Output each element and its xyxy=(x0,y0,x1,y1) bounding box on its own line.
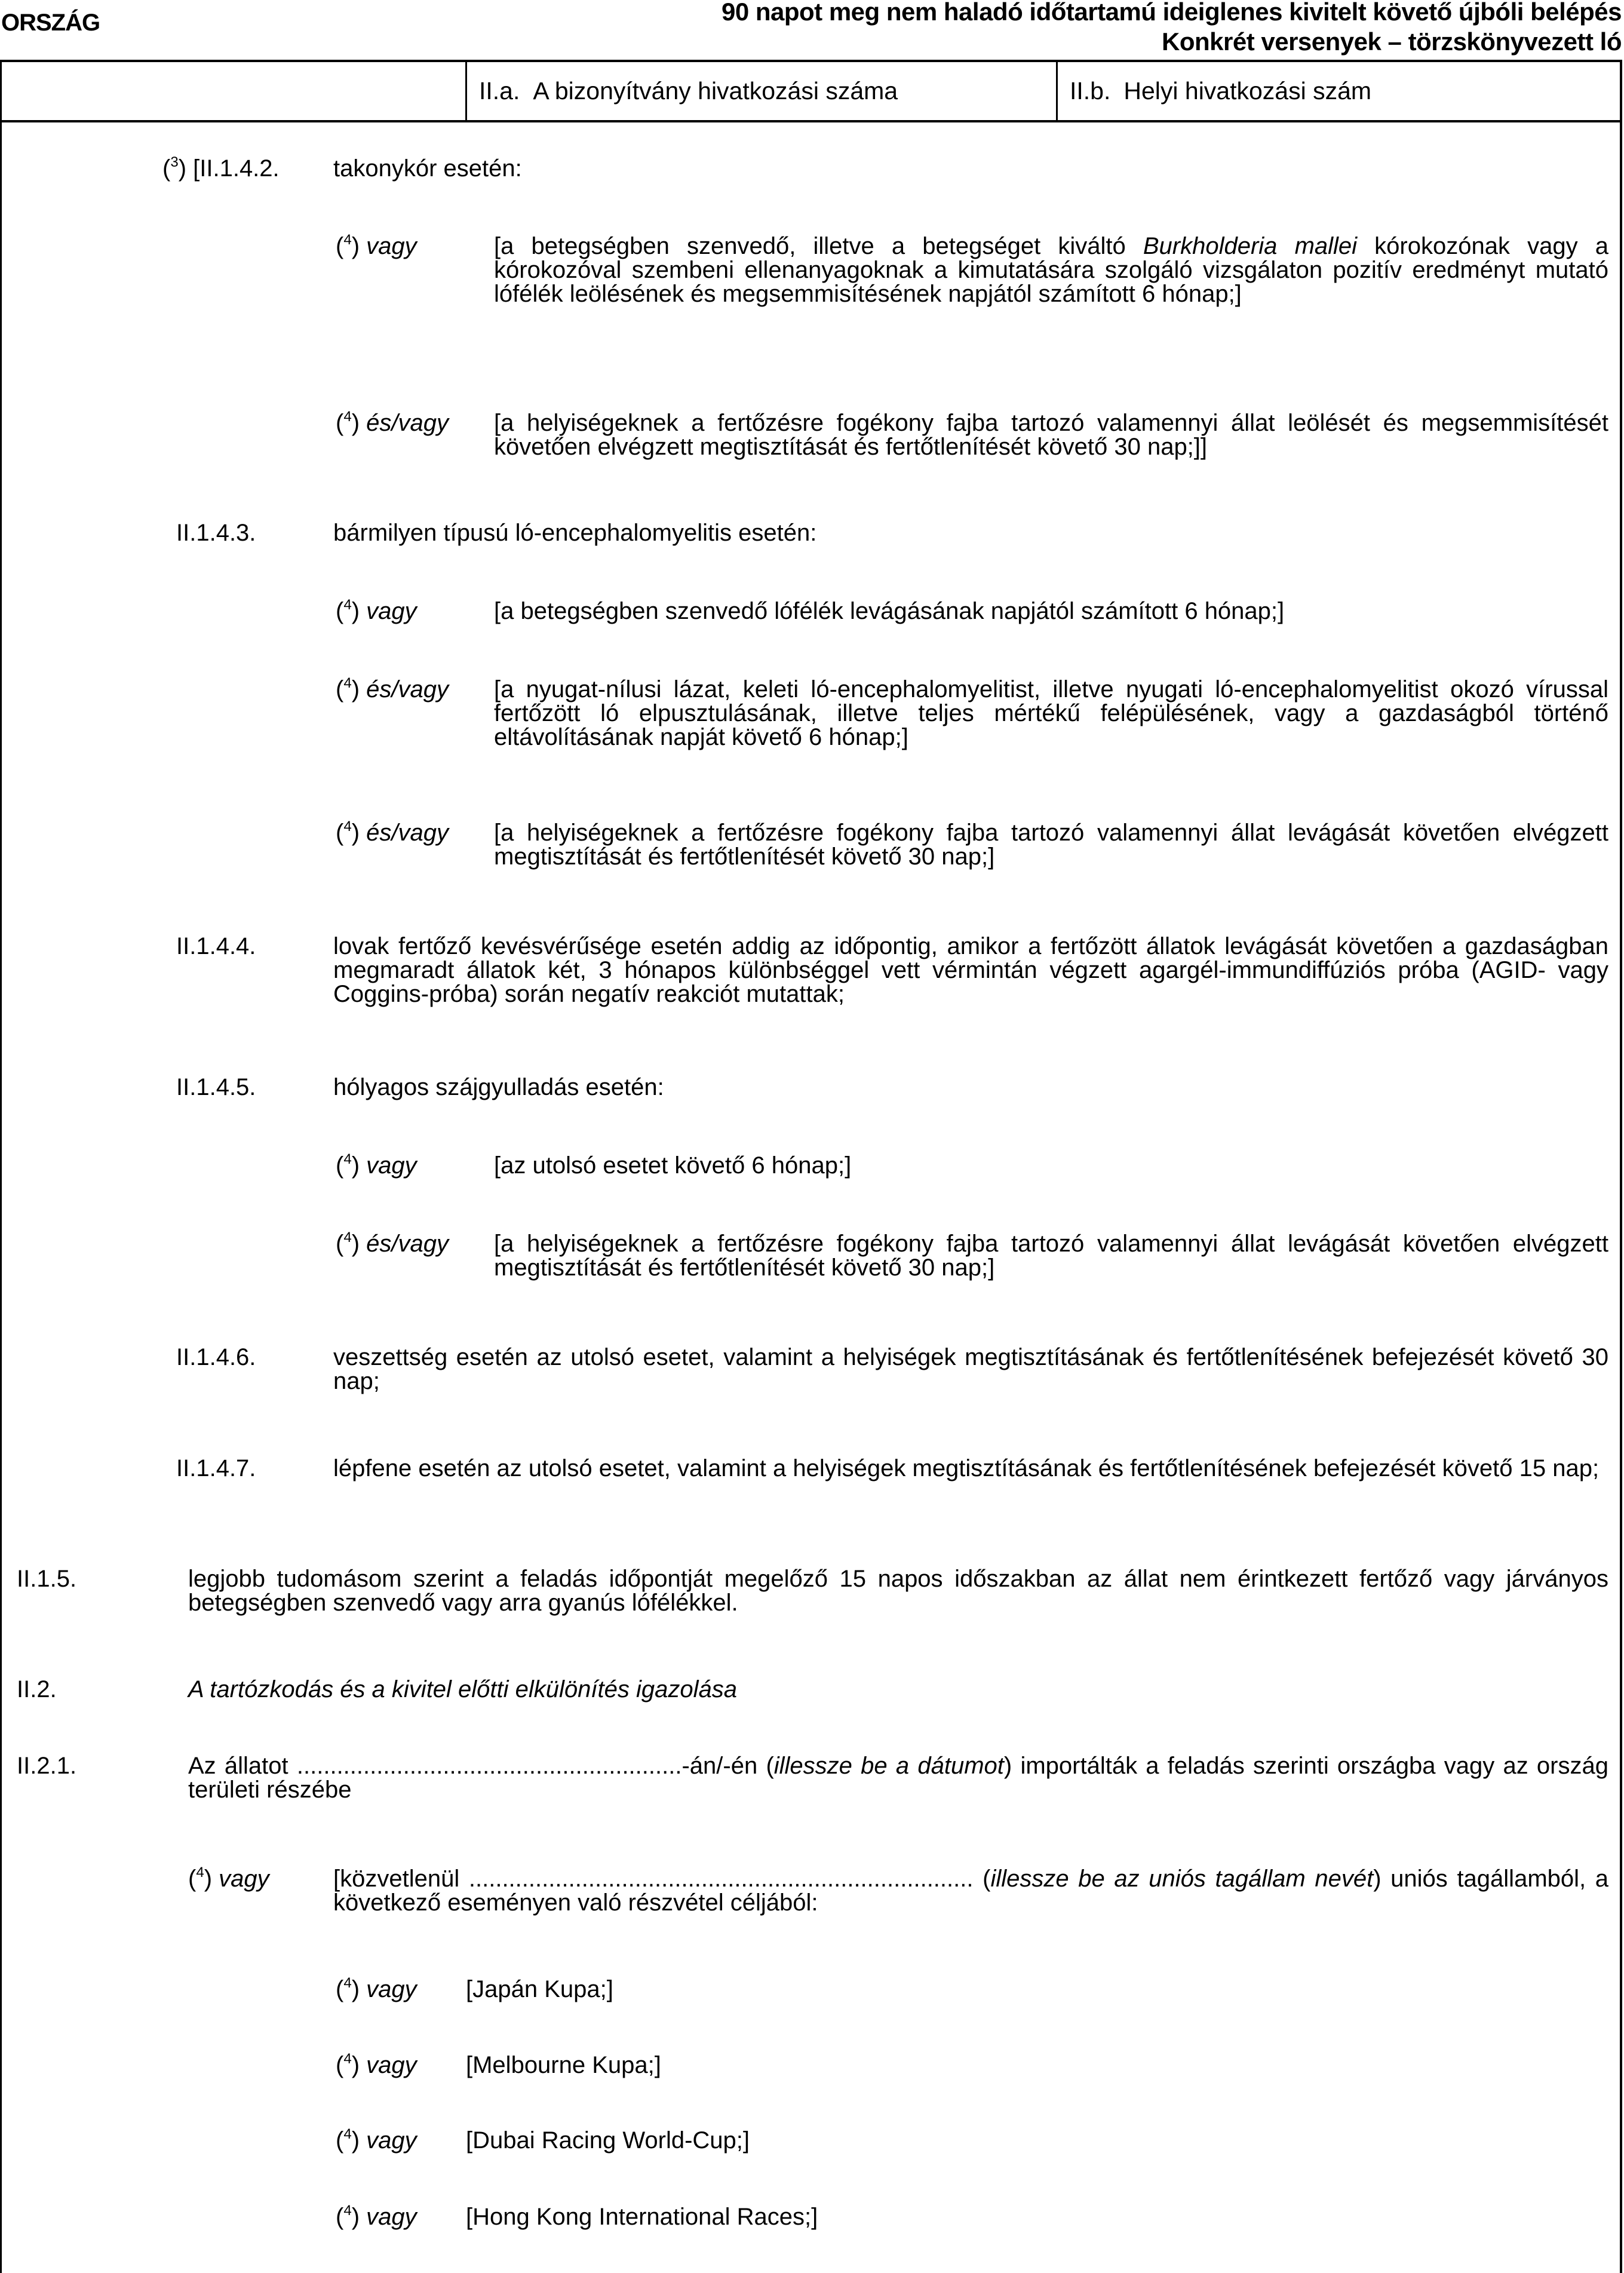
section-title: hólyagos szájgyulladás esetén: xyxy=(333,1074,664,1100)
local-reference-label: Helyi hivatkozási szám xyxy=(1123,77,1372,105)
section-number: II.1.4.4. xyxy=(176,933,256,959)
event-name: [Hong Kong International Races;] xyxy=(466,2204,818,2230)
section-text: legjobb tudomásom szerint a feladás időpontját megelőző 15 napos időszakban az állat nem érintkezett fertőző vagy járványos betegségben szenvedő vagy arra gyanús lófélékkel. xyxy=(188,1566,1608,1616)
section-number: II.1.4.5. xyxy=(176,1074,256,1100)
event-name: [Melbourne Kupa;] xyxy=(466,2052,661,2078)
event-option-label[interactable]: ($^4$) vagy xyxy=(336,1975,417,2002)
section-number: ($^3$) [II.1.4.2. xyxy=(162,154,280,182)
option-text: [a betegségben szenvedő, illetve a betegséget kiváltó Burkholderia mallei kórokozónak vagy a kórokozóval szembeni ellenanyagoknak a kimutatására szolgáló vizsgálaton pozitív eredményt mutató lófélék leölésének és megsemmisítésének napjától számított 6 hónap;] xyxy=(494,233,1609,307)
certificate-reference-field[interactable] xyxy=(465,62,1056,120)
section-title: bármilyen típusú ló-encephalomyelitis esetén: xyxy=(333,520,817,546)
option-label[interactable]: ($^4$) vagy xyxy=(336,597,417,624)
date-blank-field[interactable]: .......................................................... xyxy=(296,1753,682,1779)
section-text: lépfene esetén az utolsó esetet, valamint a helyiségek megtisztításának és fertőtlenítésének befejezését követő 15 nap; xyxy=(333,1455,1600,1481)
option-text: [a helyiségeknek a fertőzésre fogékony fajba tartozó valamennyi állat leölését és megsemmisítését követően elvégzett megtisztítását és fertőtlenítését követő 30 nap;]] xyxy=(494,410,1608,460)
event-option-label[interactable]: ($^4$) vagy xyxy=(336,2126,417,2154)
section-text: lovak fertőző kevésvérűsége esetén addig az időpontig, amikor a fertőzött állatok levágását követően a gazdaságban megmaradt állatok két, 3 hónapos különbséggel vett vérmintán végzett agargél-immundiffúziós próba (AGID- vagy Coggins-próba) során negatív reakciót mutattak; xyxy=(333,933,1608,1007)
section-number: II.1.4.7. xyxy=(176,1455,256,1481)
option-text: [közvetlenül ............................................................................ (illessze be az uniós tagállam nevét) uniós tagállamból, a következő eseményen való részvétel céljából: xyxy=(333,1866,1609,1916)
option-label[interactable]: ($^4$) vagy xyxy=(336,232,417,259)
section-text: Az állatot ..........................................................-án/-én (illessze be a dátumot) importálták a feladás szerinti országba vagy az ország területi részébe xyxy=(188,1753,1608,1803)
country-heading: ORSZÁG xyxy=(1,10,100,36)
reference-number-row xyxy=(0,60,1622,122)
reference-empty-cell xyxy=(2,62,465,120)
section-title: A tartózkodás és a kivitel előtti elkülönítés igazolása xyxy=(188,1676,738,1703)
option-label[interactable]: ($^4$) és/vagy xyxy=(336,1229,449,1257)
option-label[interactable]: ($^4$) és/vagy xyxy=(336,675,449,703)
option-text: [az utolsó esetet követő 6 hónap;] xyxy=(494,1152,852,1179)
certificate-reference-code: II.a. xyxy=(479,77,520,105)
section-number: II.1.5. xyxy=(17,1566,77,1592)
section-text: veszettség esetén az utolsó esetet, valamint a helyiségek megtisztításának és fertőtlenítésének befejezését követő 30 nap; xyxy=(333,1344,1608,1394)
option-label[interactable]: ($^4$) vagy xyxy=(336,1151,417,1179)
member-state-blank-field[interactable]: ............................................................................ xyxy=(468,1866,974,1892)
option-text: [a betegségben szenvedő lófélék levágásának napjától számított 6 hónap;] xyxy=(494,598,1285,624)
event-option-label[interactable]: ($^4$) vagy xyxy=(336,2203,417,2230)
option-label[interactable]: ($^4$) és/vagy xyxy=(336,409,449,436)
certificate-reference-label: A bizonyítvány hivatkozási száma xyxy=(533,77,898,105)
certificate-title: 90 napot meg nem haladó időtartamú ideiglenes kivitelt követő újbóli belépés xyxy=(721,0,1622,26)
option-label[interactable]: ($^4$) és/vagy xyxy=(336,818,449,846)
section-number: II.1.4.6. xyxy=(176,1344,256,1370)
section-title: takonykór esetén: xyxy=(333,155,522,182)
option-text: [a nyugat-nílusi lázat, keleti ló-encephalomyelitist, illetve nyugati ló-encephalomyelitist okozó vírussal fertőzött ló elpusztulásának, illetve teljes mértékű felépülésének, vagy a gazdaságból történő eltávolításának napját követő 6 hónap;] xyxy=(494,676,1608,750)
section-number: II.1.4.3. xyxy=(176,520,256,546)
event-name: [Dubai Racing World-Cup;] xyxy=(466,2127,750,2154)
event-option-label[interactable]: ($^4$) vagy xyxy=(336,2051,417,2078)
event-name: [Japán Kupa;] xyxy=(466,1976,613,2002)
section-number: II.2.1. xyxy=(17,1753,77,1779)
certificate-subtitle: Konkrét versenyek – törzskönyvezett ló xyxy=(1162,27,1622,56)
option-label[interactable]: ($^4$) vagy xyxy=(188,1864,269,1892)
option-text: [a helyiségeknek a fertőzésre fogékony fajba tartozó valamennyi állat levágását követően elvégzett megtisztítását és fertőtlenítését követő 30 nap;] xyxy=(494,1231,1608,1281)
local-reference-code: II.b. xyxy=(1070,77,1111,105)
section-number: II.2. xyxy=(17,1676,57,1703)
option-text: [a helyiségeknek a fertőzésre fogékony fajba tartozó valamennyi állat levágását követően elvégzett megtisztítását és fertőtlenítését követő 30 nap;] xyxy=(494,820,1608,870)
local-reference-field[interactable] xyxy=(1056,62,1622,120)
